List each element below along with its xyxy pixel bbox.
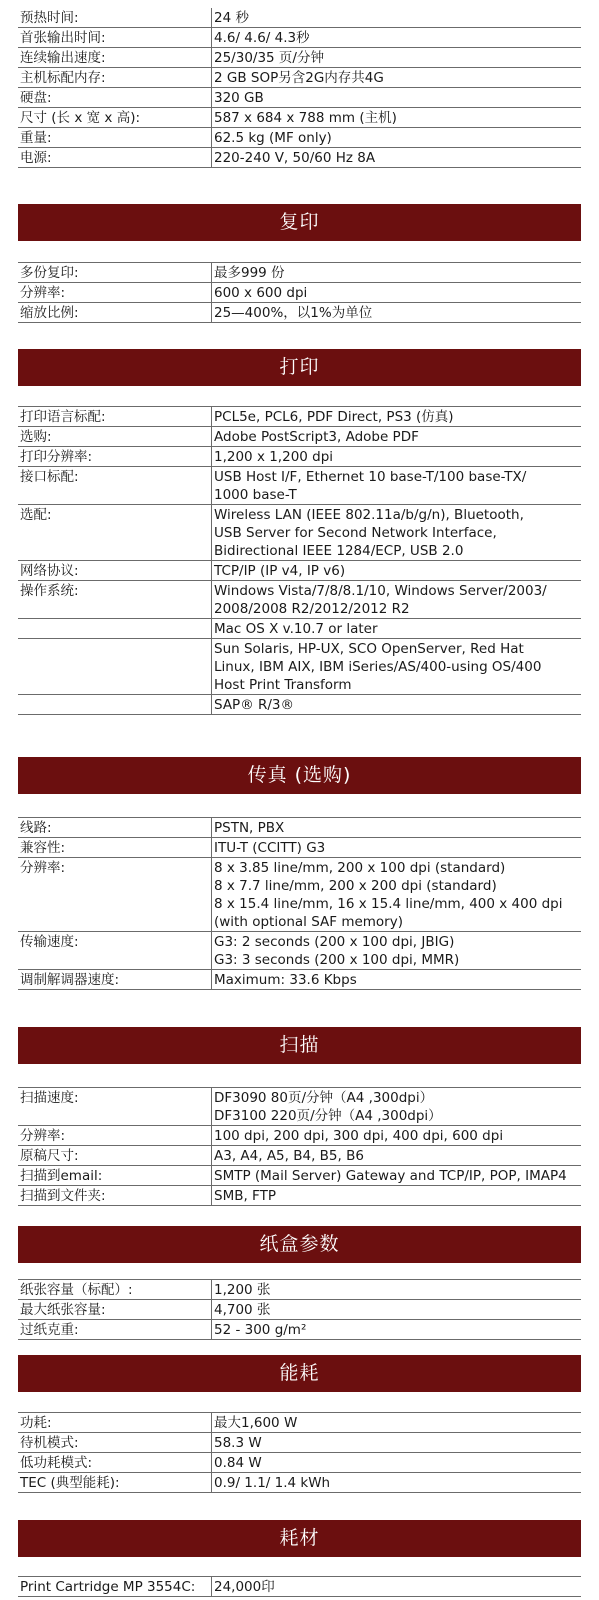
spec-label: 预热时间: <box>20 10 79 26</box>
spec-value-line: PCL5e, PCL6, PDF Direct, PS3 (仿真) <box>214 409 454 425</box>
spec-row <box>18 818 581 838</box>
spec-value-line: Bidirectional IEEE 1284/ECP, USB 2.0 <box>214 543 464 559</box>
spec-row <box>18 467 581 505</box>
spec-value-line: 1,200 张 <box>214 1282 271 1298</box>
paper-section-header <box>18 1226 581 1263</box>
spec-label: 低功耗模式: <box>20 1455 93 1471</box>
paper-spec-table <box>18 1279 581 1340</box>
spec-value <box>211 1126 581 1145</box>
spec-value <box>211 1577 581 1596</box>
print-spec-table <box>18 406 581 715</box>
spec-value-line: G3: 3 seconds (200 x 100 dpi, MMR) <box>214 952 460 968</box>
spec-value <box>211 263 581 282</box>
spec-value-line: PSTN, PBX <box>214 820 285 836</box>
spec-value <box>211 427 581 446</box>
spec-label: 调制解调器速度: <box>20 972 120 988</box>
spec-value <box>211 447 581 466</box>
spec-value <box>211 818 581 837</box>
spec-label <box>18 695 211 714</box>
spec-value-line: 1,200 x 1,200 dpi <box>214 449 334 465</box>
spec-value <box>211 283 581 302</box>
spec-value <box>211 28 581 47</box>
spec-value <box>211 1453 581 1472</box>
spec-row <box>18 263 581 283</box>
spec-row <box>18 1186 581 1206</box>
spec-value <box>211 619 581 638</box>
spec-value-line: 8 x 7.7 line/mm, 200 x 200 dpi (standard) <box>214 878 497 894</box>
spec-label: 尺寸 (长 x 宽 x 高): <box>20 110 141 126</box>
spec-row <box>18 858 581 932</box>
spec-row <box>18 1413 581 1433</box>
spec-label: TEC (典型能耗): <box>20 1475 120 1491</box>
spec-value-line: 587 x 684 x 788 mm (主机) <box>214 110 397 126</box>
spec-label: 重量: <box>20 130 52 146</box>
spec-value-line: (with optional SAF memory) <box>214 914 403 930</box>
spec-label: Print Cartridge MP 3554C: <box>20 1579 196 1595</box>
spec-value <box>211 1166 581 1185</box>
consumables-section-title: 耗材 <box>18 1520 581 1557</box>
spec-value <box>211 505 581 560</box>
spec-value <box>211 1473 581 1492</box>
spec-label: 分辨率: <box>20 860 66 876</box>
spec-value <box>211 639 581 694</box>
spec-value-line: Host Print Transform <box>214 677 352 693</box>
spec-value <box>211 932 581 969</box>
spec-row <box>18 1146 581 1166</box>
copy-section-title: 复印 <box>18 204 581 241</box>
spec-value-line: 8 x 3.85 line/mm, 200 x 100 dpi (standard) <box>214 860 506 876</box>
spec-value-line: USB Host I/F, Ethernet 10 base-T/100 base-TX/ <box>214 469 527 485</box>
energy-section-title: 能耗 <box>18 1355 581 1392</box>
spec-value <box>211 1146 581 1165</box>
spec-value-line: Windows Vista/7/8/8.1/10, Windows Server/2003/ <box>214 583 547 599</box>
spec-row <box>18 28 581 48</box>
fax-spec-table <box>18 817 581 990</box>
spec-row <box>18 695 581 715</box>
spec-value-line: 58.3 W <box>214 1435 262 1451</box>
spec-label: 打印语言标配: <box>20 409 106 425</box>
spec-label: 原稿尺寸: <box>20 1148 79 1164</box>
spec-row <box>18 970 581 990</box>
spec-value-line: 25—400%，以1%为单位 <box>214 305 373 321</box>
spec-value <box>211 695 581 714</box>
copy-spec-table <box>18 262 581 323</box>
spec-value-line: 600 x 600 dpi <box>214 285 308 301</box>
spec-row <box>18 1126 581 1146</box>
spec-label: 传输速度: <box>20 934 79 950</box>
spec-value-line: 220-240 V, 50/60 Hz 8A <box>214 150 376 166</box>
spec-value-line: 最大1,600 W <box>214 1415 298 1431</box>
fax-section-header <box>18 757 581 794</box>
spec-label: 选配: <box>20 507 52 523</box>
spec-label: 选购: <box>20 429 52 445</box>
spec-value <box>211 68 581 87</box>
spec-value-line: Adobe PostScript3, Adobe PDF <box>214 429 419 445</box>
spec-label: 电源: <box>20 150 52 166</box>
spec-value-line: 320 GB <box>214 90 264 106</box>
spec-value <box>211 8 581 27</box>
spec-row <box>18 505 581 561</box>
spec-value <box>211 581 581 618</box>
spec-value <box>211 128 581 147</box>
spec-label: 分辨率: <box>20 285 66 301</box>
spec-label: 过纸克重: <box>20 1322 79 1338</box>
spec-value <box>211 303 581 322</box>
spec-label: 多份复印: <box>20 265 79 281</box>
spec-value-line: 62.5 kg (MF only) <box>214 130 332 146</box>
spec-label: 网络协议: <box>20 563 79 579</box>
spec-value <box>211 88 581 107</box>
spec-value-line: G3: 2 seconds (200 x 100 dpi, JBIG) <box>214 934 455 950</box>
spec-row <box>18 1280 581 1300</box>
spec-label: 操作系统: <box>20 583 79 599</box>
spec-row <box>18 639 581 695</box>
spec-label: 最大纸张容量: <box>20 1302 106 1318</box>
spec-row <box>18 561 581 581</box>
spec-label: 功耗: <box>20 1415 52 1431</box>
spec-label: 接口标配: <box>20 469 79 485</box>
spec-value-line: A3, A4, A5, B4, B5, B6 <box>214 1148 364 1164</box>
scan-spec-table <box>18 1087 581 1206</box>
spec-row <box>18 581 581 619</box>
spec-value-line: 0.9/ 1.1/ 1.4 kWh <box>214 1475 331 1491</box>
spec-label: 扫描速度: <box>20 1090 79 1106</box>
spec-label: 兼容性: <box>20 840 66 856</box>
spec-row <box>18 447 581 467</box>
spec-label: 连续输出速度: <box>20 50 106 66</box>
energy-spec-table <box>18 1412 581 1493</box>
spec-row <box>18 619 581 639</box>
spec-value <box>211 1433 581 1452</box>
spec-row <box>18 283 581 303</box>
spec-label: 线路: <box>20 820 52 836</box>
spec-value <box>211 1300 581 1319</box>
spec-value <box>211 858 581 931</box>
spec-row <box>18 88 581 108</box>
spec-row <box>18 303 581 323</box>
spec-value <box>211 407 581 426</box>
spec-value <box>211 148 581 167</box>
scan-section-title: 扫描 <box>18 1027 581 1064</box>
paper-section-title: 纸盒参数 <box>18 1226 581 1263</box>
spec-value-line: 1000 base-T <box>214 487 297 503</box>
spec-value-line: 8 x 15.4 line/mm, 16 x 15.4 line/mm, 400 x 400 dpi <box>214 896 563 912</box>
spec-row <box>18 838 581 858</box>
spec-row <box>18 1473 581 1493</box>
spec-value-line: Maximum: 33.6 Kbps <box>214 972 357 988</box>
spec-value-line: Wireless LAN (IEEE 802.11a/b/g/n), Bluetooth, <box>214 507 524 523</box>
spec-value <box>211 48 581 67</box>
general-spec-table <box>18 8 581 168</box>
spec-row <box>18 427 581 447</box>
spec-value-line: Mac OS X v.10.7 or later <box>214 621 378 637</box>
spec-row <box>18 48 581 68</box>
spec-label: 首张输出时间: <box>20 30 106 46</box>
spec-label: 分辨率: <box>20 1128 66 1144</box>
spec-value-line: 0.84 W <box>214 1455 262 1471</box>
spec-value <box>211 1413 581 1432</box>
spec-label: 打印分辨率: <box>20 449 93 465</box>
spec-label: 扫描到文件夹: <box>20 1188 106 1204</box>
spec-row <box>18 1088 581 1126</box>
spec-row <box>18 8 581 28</box>
spec-value-line: SAP® R/3® <box>214 697 295 713</box>
spec-value <box>211 108 581 127</box>
spec-value-line: SMTP (Mail Server) Gateway and TCP/IP, POP, IMAP4 <box>214 1168 567 1184</box>
spec-value <box>211 1088 581 1125</box>
spec-value-line: 2 GB SOP另含2G内存共4G <box>214 70 384 86</box>
spec-value-line: 4.6/ 4.6/ 4.3秒 <box>214 30 310 46</box>
spec-label <box>18 639 211 694</box>
spec-row <box>18 1577 581 1597</box>
spec-label: 纸张容量（标配）: <box>20 1282 133 1298</box>
spec-row <box>18 1453 581 1473</box>
energy-section-header <box>18 1355 581 1392</box>
spec-value-line: 52 - 300 g/m² <box>214 1322 307 1338</box>
spec-row <box>18 932 581 970</box>
spec-row <box>18 148 581 168</box>
spec-value-line: Linux, IBM AIX, IBM iSeries/AS/400-using OS/400 <box>214 659 542 675</box>
spec-row <box>18 1166 581 1186</box>
spec-row <box>18 407 581 427</box>
print-section-header <box>18 349 581 386</box>
spec-label: 主机标配内存: <box>20 70 106 86</box>
spec-value-line: TCP/IP (IP v4, IP v6) <box>214 563 346 579</box>
spec-value <box>211 970 581 989</box>
spec-row <box>18 128 581 148</box>
copy-section-header <box>18 204 581 241</box>
spec-label: 扫描到email: <box>20 1168 103 1184</box>
print-section-title: 打印 <box>18 349 581 386</box>
spec-value-line: SMB, FTP <box>214 1188 276 1204</box>
spec-row <box>18 108 581 128</box>
spec-row <box>18 1433 581 1453</box>
spec-row <box>18 1320 581 1340</box>
scan-section-header <box>18 1027 581 1064</box>
spec-value-line: 24 秒 <box>214 10 249 26</box>
spec-value-line: USB Server for Second Network Interface, <box>214 525 497 541</box>
spec-value-line: 25/30/35 页/分钟 <box>214 50 324 66</box>
spec-value <box>211 467 581 504</box>
spec-value-line: 24,000印 <box>214 1579 275 1595</box>
spec-row <box>18 1300 581 1320</box>
spec-value-line: ITU-T (CCITT) G3 <box>214 840 326 856</box>
spec-value <box>211 838 581 857</box>
consumables-spec-table <box>18 1576 581 1597</box>
spec-label: 待机模式: <box>20 1435 79 1451</box>
spec-label: 硬盘: <box>20 90 52 106</box>
spec-value <box>211 1320 581 1339</box>
spec-value-line: DF3090 80页/分钟（A4 ,300dpi） <box>214 1090 434 1106</box>
spec-label: 缩放比例: <box>20 305 79 321</box>
consumables-section-header <box>18 1520 581 1557</box>
spec-value-line: 4,700 张 <box>214 1302 271 1318</box>
spec-value <box>211 1186 581 1205</box>
spec-value-line: 100 dpi, 200 dpi, 300 dpi, 400 dpi, 600 dpi <box>214 1128 504 1144</box>
spec-value-line: 2008/2008 R2/2012/2012 R2 <box>214 601 410 617</box>
spec-value <box>211 1280 581 1299</box>
spec-value-line: Sun Solaris, HP-UX, SCO OpenServer, Red Hat <box>214 641 524 657</box>
spec-value <box>211 561 581 580</box>
spec-value-line: 最多999 份 <box>214 265 285 281</box>
spec-row <box>18 68 581 88</box>
spec-value-line: DF3100 220页/分钟（A4 ,300dpi） <box>214 1108 442 1124</box>
fax-section-title: 传真 (选购) <box>18 757 581 794</box>
spec-label <box>18 619 211 638</box>
